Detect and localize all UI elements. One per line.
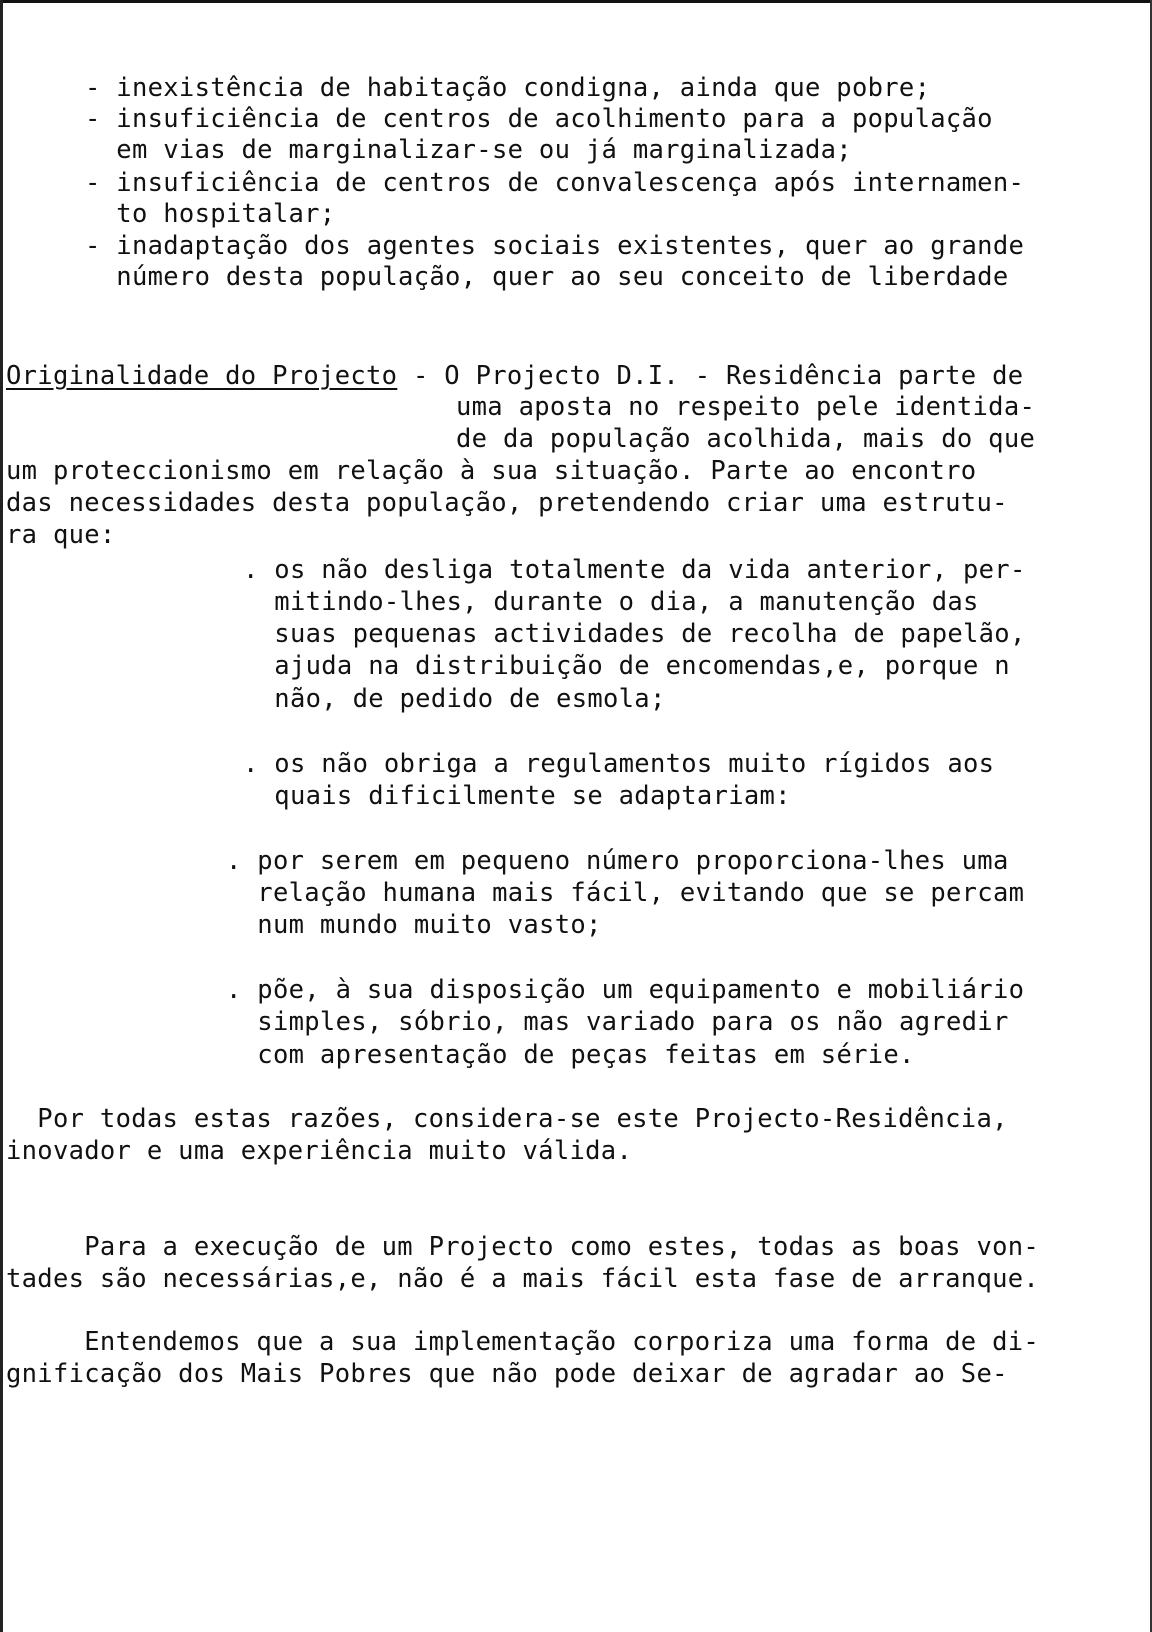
page-border-left bbox=[0, 0, 3, 1632]
section-intro-line: uma aposta no respeito pele identida- bbox=[456, 392, 1036, 422]
bullet-line: número desta população, quer ao seu conceito de liberdade bbox=[85, 262, 1009, 292]
point-line: com apresentação de peças feitas em série. bbox=[226, 1040, 915, 1070]
point-line: não, de pedido de esmola; bbox=[243, 684, 666, 714]
section-first-line bbox=[6, 361, 1023, 391]
point-line: . os não desliga totalmente da vida anterior, per- bbox=[243, 555, 1026, 585]
section-intro-line: ra que: bbox=[6, 520, 116, 550]
page-border-top bbox=[0, 0, 1152, 3]
section-intro-line: das necessidades desta população, pretendendo criar uma estrutu- bbox=[6, 488, 1008, 518]
bullet-line: em vias de marginalizar-se ou já marginalizada; bbox=[85, 135, 852, 165]
point-line: mitindo-lhes, durante o dia, a manutenção das bbox=[243, 587, 979, 617]
bullet-line: - insuficiência de centros de convalescença após internamen- bbox=[85, 168, 1025, 198]
bullet-line: - inadaptação dos agentes sociais existentes, quer ao grande bbox=[85, 231, 1025, 261]
point-line: suas pequenas actividades de recolha de papelão, bbox=[243, 619, 1026, 649]
paragraph-line: gnificação dos Mais Pobres que não pode deixar de agradar ao Se- bbox=[6, 1359, 1008, 1389]
point-line: ajuda na distribuição de encomendas,e, porque n bbox=[243, 651, 1010, 681]
paragraph-line: inovador e uma experiência muito válida. bbox=[6, 1136, 633, 1166]
bullet-line: - insuficiência de centros de acolhimento para a população bbox=[85, 104, 993, 134]
bullet-line: to hospitalar; bbox=[85, 199, 336, 229]
paragraph-line: Entendemos que a sua implementação corporiza uma forma de di- bbox=[6, 1327, 1040, 1357]
section-intro-line: de da população acolhida, mais do que bbox=[456, 424, 1036, 454]
point-line: simples, sóbrio, mas variado para os não agredir bbox=[226, 1007, 1009, 1037]
point-line: . os não obriga a regulamentos muito rígidos aos bbox=[243, 749, 995, 779]
section-heading: Originalidade do Projecto bbox=[6, 361, 398, 391]
section-intro-start: - O Projecto D.I. - Residência parte de bbox=[397, 361, 1024, 391]
bullet-line: - inexistência de habitação condigna, ainda que pobre; bbox=[85, 73, 931, 103]
point-line: quais dificilmente se adaptariam: bbox=[243, 781, 791, 811]
point-line: num mundo muito vasto; bbox=[226, 910, 602, 940]
paragraph-line: tades são necessárias,e, não é a mais fácil esta fase de arranque. bbox=[6, 1264, 1040, 1294]
point-line: . põe, à sua disposição um equipamento e mobiliário bbox=[226, 975, 1025, 1005]
section-intro-line: um proteccionismo em relação à sua situação. Parte ao encontro bbox=[6, 456, 977, 486]
point-line: . por serem em pequeno número proporciona-lhes uma bbox=[226, 846, 1009, 876]
paragraph-line: Para a execução de um Projecto como estes, todas as boas von- bbox=[6, 1232, 1040, 1262]
point-line: relação humana mais fácil, evitando que se percam bbox=[226, 878, 1025, 908]
paragraph-line: Por todas estas razões, considera-se este Projecto-Residência, bbox=[6, 1104, 1008, 1134]
